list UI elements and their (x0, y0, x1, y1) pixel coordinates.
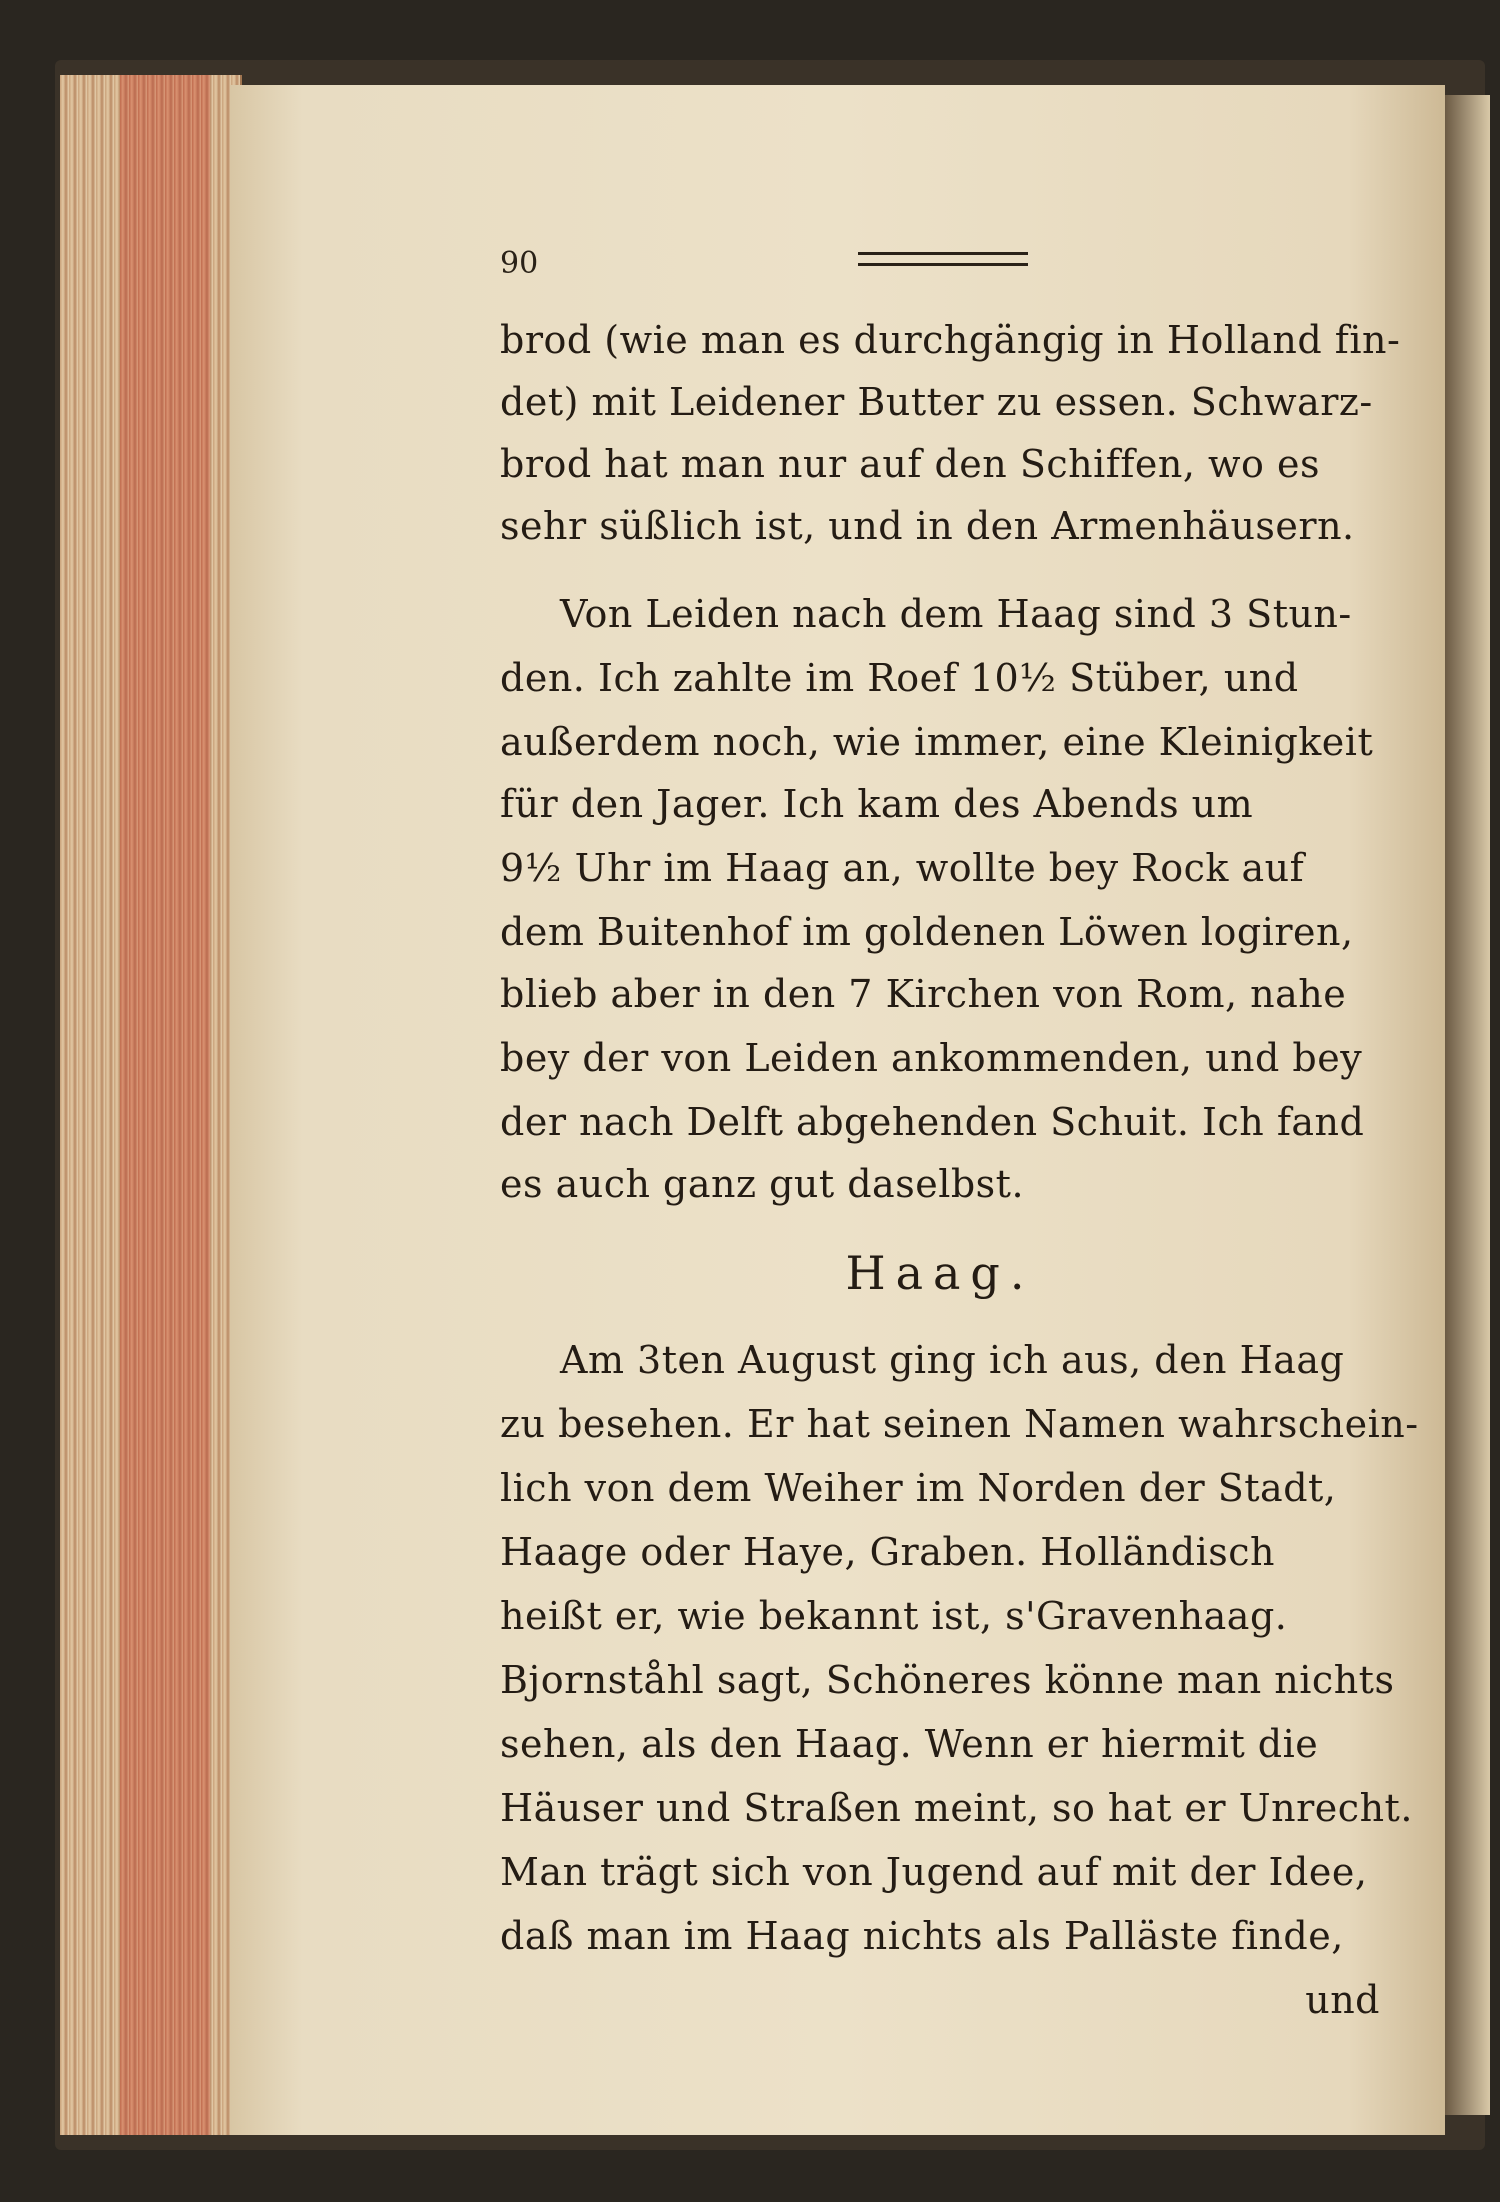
text-line: Bjornståhl sagt, Schöneres könne man nichts (500, 1658, 1395, 1702)
text-line: blieb aber in den 7 Kirchen von Rom, nahe (500, 972, 1347, 1016)
text-line: sehr süßlich ist, und in den Armenhäusern. (500, 504, 1355, 548)
red-page-cut (120, 75, 210, 2135)
text-line: det) mit Leidener Butter zu essen. Schwarz- (500, 380, 1373, 424)
page-number: 90 (500, 246, 539, 281)
text-line: sehen, als den Haag. Wenn er hiermit die (500, 1722, 1319, 1766)
text-line: 9½ Uhr im Haag an, wollte bey Rock auf (500, 846, 1305, 890)
text-line: den. Ich zahlte im Roef 10½ Stüber, und (500, 656, 1299, 700)
header-rule (858, 252, 1028, 266)
text-line: lich von dem Weiher im Norden der Stadt, (500, 1466, 1337, 1510)
text-line: zu besehen. Er hat seinen Namen wahrschein- (500, 1402, 1419, 1446)
text-line: Haage oder Haye, Graben. Holländisch (500, 1530, 1275, 1574)
text-line: dem Buitenhof im goldenen Löwen logiren, (500, 910, 1354, 954)
text-line: es auch ganz gut daselbst. (500, 1162, 1025, 1206)
text-line: Am 3ten August ging ich aus, den Haag (560, 1338, 1345, 1382)
text-line: Häuser und Straßen meint, so hat er Unrecht. (500, 1786, 1413, 1830)
text-line: für den Jager. Ich kam des Abends um (500, 782, 1254, 826)
text-line: daß man im Haag nichts als Palläste finde, (500, 1914, 1344, 1958)
text-line: brod hat man nur auf den Schiffen, wo es (500, 442, 1320, 486)
text-line: brod (wie man es durchgängig in Holland fin- (500, 318, 1401, 362)
text-line: Von Leiden nach dem Haag sind 3 Stun- (560, 592, 1352, 636)
catchword: und (1305, 1978, 1380, 2022)
text-line: bey der von Leiden ankommenden, und bey (500, 1036, 1363, 1080)
text-line: außerdem noch, wie immer, eine Kleinigkeit (500, 720, 1374, 764)
section-heading: Haag. (845, 1246, 1035, 1300)
text-line: Man trägt sich von Jugend auf mit der Idee, (500, 1850, 1368, 1894)
facing-page-edge (1445, 95, 1490, 2115)
text-line: der nach Delft abgehenden Schuit. Ich fand (500, 1100, 1365, 1144)
text-line: heißt er, wie bekannt ist, s'Gravenhaag. (500, 1594, 1288, 1638)
